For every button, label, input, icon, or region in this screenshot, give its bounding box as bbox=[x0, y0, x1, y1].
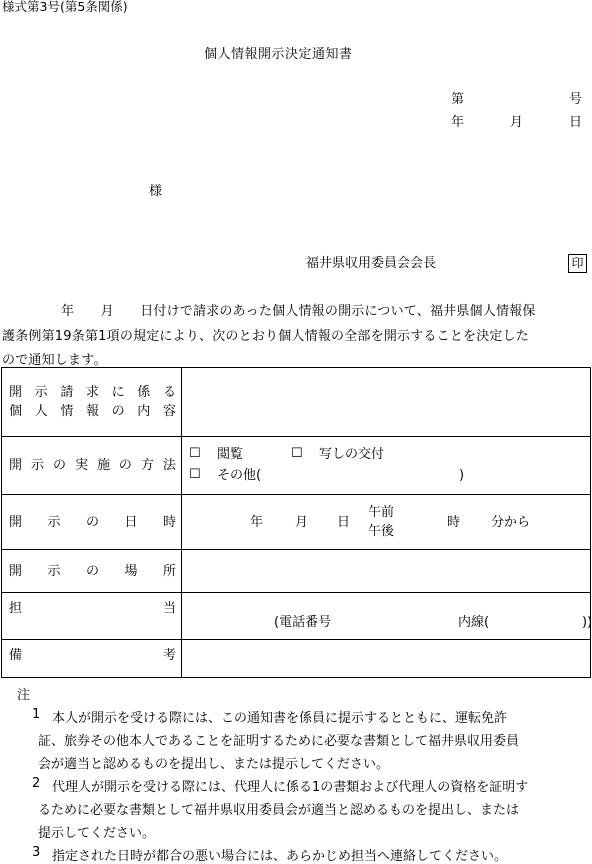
option-other-close: ) bbox=[459, 468, 465, 483]
value-disclosure-method bbox=[182, 437, 591, 495]
phone-label: (電話番号 bbox=[274, 615, 332, 630]
checkbox-view[interactable]: ☐ bbox=[189, 446, 201, 461]
option-copy-label: 写しの交付 bbox=[319, 447, 385, 462]
label-line: 開 示 請 求 に 係 る bbox=[9, 385, 176, 400]
option-other-label: その他( bbox=[217, 468, 262, 483]
issuer-name: 福井県収用委員会会長 bbox=[306, 256, 437, 271]
label-line: 開 示 の 実 施 の 方 法 bbox=[9, 458, 176, 473]
row-person-in-charge bbox=[2, 593, 591, 640]
extension-close: )) bbox=[582, 615, 592, 630]
label-remarks bbox=[2, 640, 182, 678]
note-line: 本人が開示を受ける際には、この通知書を係員に提示するとともに、運転免許 bbox=[52, 711, 508, 726]
row-disclosure-datetime bbox=[2, 495, 591, 550]
label-requested-content bbox=[2, 368, 182, 437]
datetime-pm: 午後 bbox=[368, 524, 395, 539]
disclosure-table bbox=[1, 367, 591, 678]
datetime-am: 午前 bbox=[368, 505, 395, 520]
datetime-minute-from: 分から bbox=[491, 515, 531, 530]
number-suffix: 号 bbox=[569, 92, 583, 107]
datetime-year: 年 bbox=[250, 515, 264, 530]
notes-title: 注 bbox=[17, 688, 31, 703]
datetime-day: 日 bbox=[337, 515, 351, 530]
datetime-month: 月 bbox=[295, 515, 309, 530]
value-disclosure-place[interactable] bbox=[182, 550, 591, 593]
label-line: 担 当 bbox=[9, 601, 176, 616]
body-line-3: ので通知します。 bbox=[2, 353, 107, 368]
note-line: 会が適当と認めるものを提出し、または提示してください。 bbox=[38, 757, 390, 772]
addressee-suffix: 様 bbox=[149, 184, 163, 199]
label-disclosure-place bbox=[2, 550, 182, 593]
row-requested-content bbox=[2, 368, 591, 437]
date-day: 日 bbox=[569, 115, 583, 130]
note-line: 提示してください。 bbox=[38, 826, 156, 841]
note-line: るために必要な書類として福井県収用委員会が適当と認めるものを提出し、または bbox=[38, 803, 520, 818]
row-disclosure-method bbox=[2, 437, 591, 495]
label-line: 個 人 情 報 の 内 容 bbox=[9, 404, 176, 419]
note-number: 2 bbox=[32, 776, 41, 791]
body-line-2: 護条例第19条第1項の規定により、次のとおり個人情報の全部を開示することを決定した bbox=[2, 328, 530, 344]
note-line: 指定された日時が都合の悪い場合には、あらかじめ担当へ連絡してください。 bbox=[52, 849, 508, 864]
row-remarks bbox=[2, 640, 591, 678]
datetime-hour: 時 bbox=[447, 515, 461, 530]
body-line-1: 年 月 日付けで請求のあった個人情報の開示について、福井県個人情報保 bbox=[61, 304, 536, 319]
checkbox-copy[interactable]: ☐ bbox=[291, 446, 303, 461]
date-year: 年 bbox=[451, 115, 465, 130]
value-disclosure-datetime bbox=[182, 495, 591, 550]
extension-label: 内線( bbox=[458, 615, 490, 630]
label-disclosure-datetime bbox=[2, 495, 182, 550]
label-line: 備 考 bbox=[9, 648, 176, 663]
row-disclosure-place bbox=[2, 550, 591, 593]
value-requested-content[interactable] bbox=[182, 368, 591, 437]
seal-stamp: 印 bbox=[568, 254, 587, 273]
form-number: 様式第3号(第5条関係) bbox=[2, 0, 128, 14]
label-line: 開 示 の 場 所 bbox=[9, 563, 176, 579]
label-disclosure-method bbox=[2, 437, 182, 495]
body-paragraph bbox=[2, 300, 590, 374]
option-view-label: 閲覧 bbox=[217, 447, 244, 462]
note-number: 1 bbox=[32, 707, 41, 722]
date-month: 月 bbox=[510, 115, 524, 130]
value-remarks[interactable] bbox=[182, 640, 591, 678]
checkbox-other[interactable]: ☐ bbox=[189, 467, 201, 482]
note-line: 代理人が開示を受ける際には、代理人に係る1の書類および代理人の資格を証明す bbox=[52, 780, 529, 795]
label-person-in-charge bbox=[2, 593, 182, 640]
value-person-in-charge bbox=[182, 593, 591, 640]
label-line: 開 示 の 日 時 bbox=[9, 514, 176, 530]
note-number: 3 bbox=[32, 845, 41, 860]
document-title: 個人情報開示決定通知書 bbox=[204, 47, 353, 62]
number-prefix: 第 bbox=[451, 92, 465, 107]
note-line: 証、旅券その他本人であることを証明するために必要な書類として福井県収用委員 bbox=[38, 734, 520, 749]
